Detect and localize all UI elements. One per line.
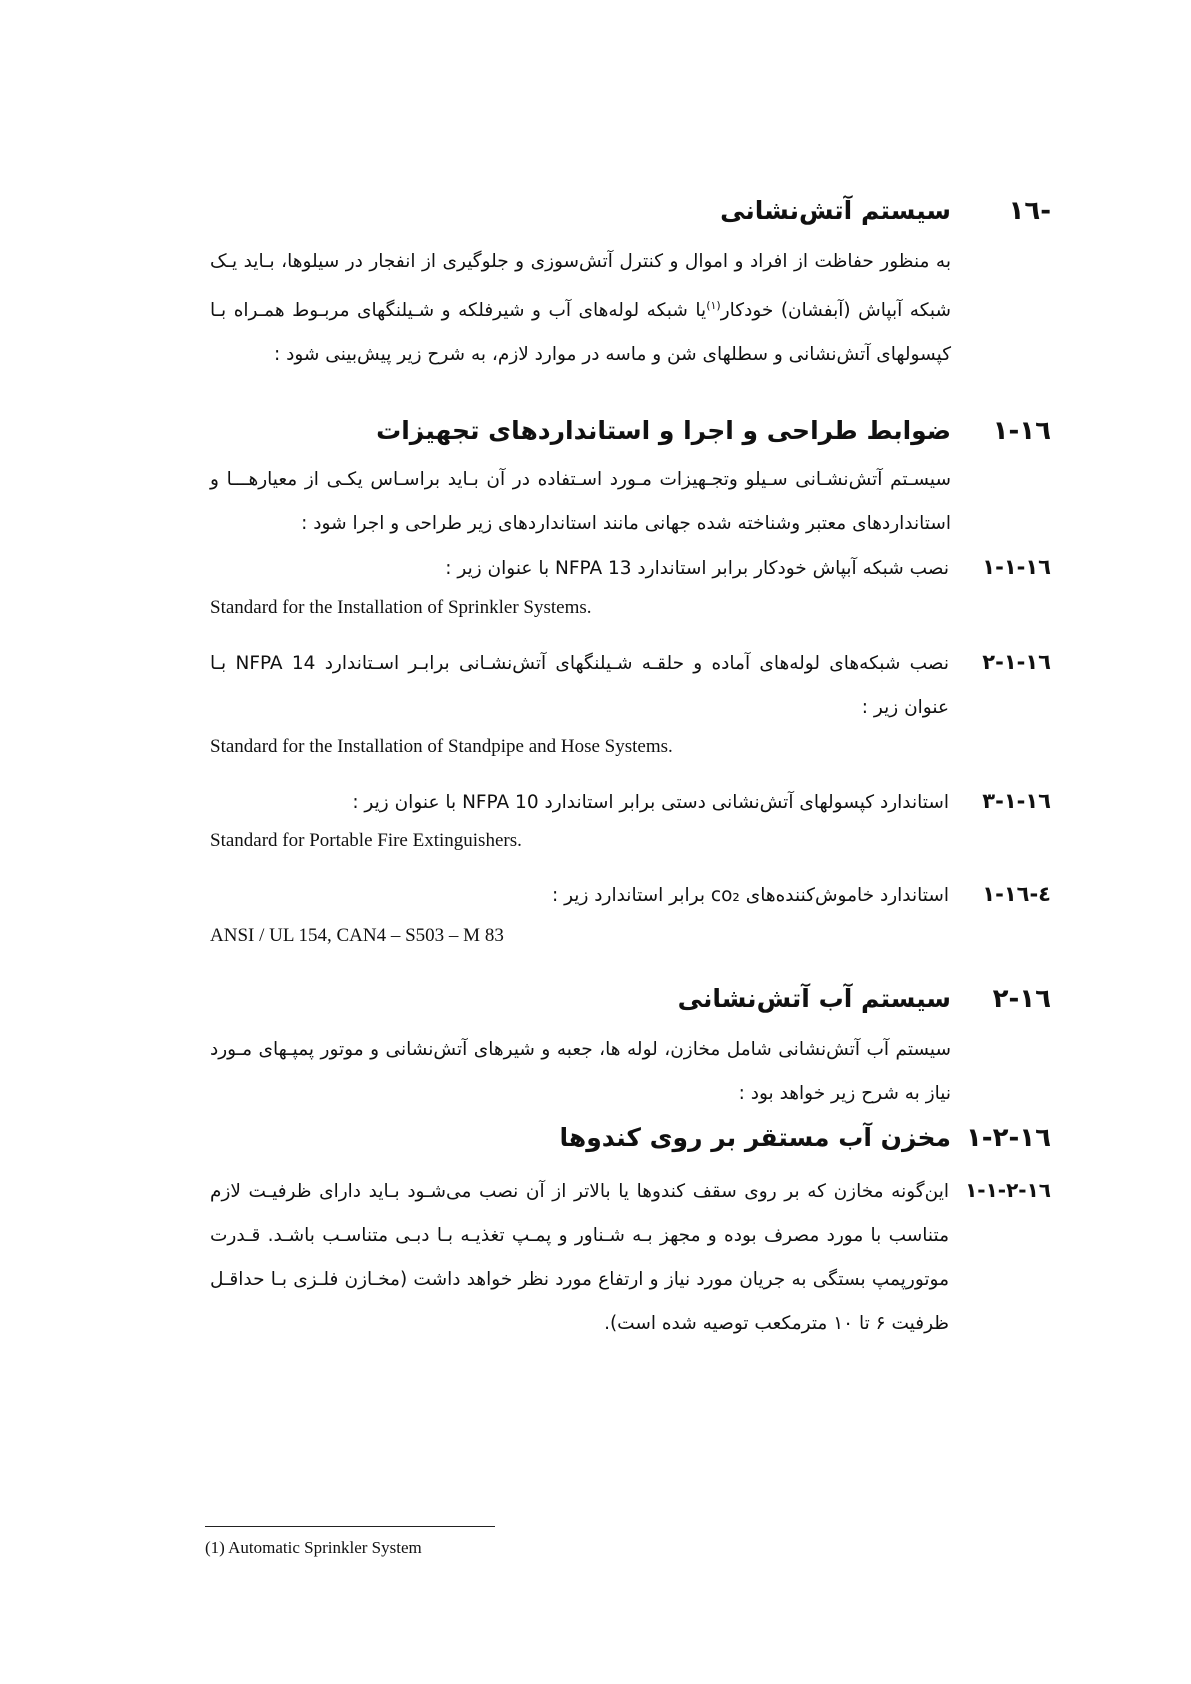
item-number: ٤-۱-۱٦ <box>982 882 1051 906</box>
item-number: ۱-۱-۲-۱٦ <box>965 1178 1051 1202</box>
section-number: ۱-۲-۱٦ <box>965 1123 1051 1153</box>
section-16-1-heading <box>200 416 1051 446</box>
section-16-2-heading <box>200 984 1051 1014</box>
section-title: مخزن آب مستقر بر روی کندوها <box>559 1123 951 1152</box>
item-text: این‌گونه مخازن که بر روی سقف کندوها یا بالاتر از آن نصب می‌شـود بـاید دارای ظرفیـت لازم متناسب با مورد مصرف بوده و مجهز بـه شـناور و پمـپ تغذیـه بـا دبـی متناسـب باشـد. قـدرت موتورپمپ بستگی به جریان مورد نیاز و ارتفاع مورد نظر خواهد داشت (مخـازن فلـزی بـا حداقـل ظرفیت ۶ تا ۱۰ مترمکعب توصیه شده است). <box>210 1181 949 1334</box>
item-text: نصب شبکه آبپاش خودکار برابر استاندارد NFPA 13 با عنوان زیر : <box>445 558 949 579</box>
section-number: ۲-۱٦ <box>992 984 1051 1014</box>
section-title: سیستم آب آتش‌نشانی <box>677 984 951 1013</box>
item-number: ۱-۱-۱٦ <box>982 555 1051 579</box>
footnote: (1) Automatic Sprinkler System <box>205 1538 422 1557</box>
item-number: ۳-۱-۱٦ <box>982 789 1051 813</box>
section-16-1-paragraph: سیسـتم آتش‌نشـانی سـیلو وتجـهیزات مـورد اسـتفاده در آن بـاید براسـاس یکـی از معیارهـــا و استانداردهای معتبر وشناخته شده جهانی مانند استانداردهای زیر طراحی و اجرا شود : <box>210 469 951 534</box>
item-text: استاندارد خاموش‌کننده‌های co₂ برابر استاندارد زیر : <box>551 885 949 906</box>
item-16-1-3 <box>210 781 1051 825</box>
footnote-ref: (۱) <box>706 299 721 312</box>
section-16-heading <box>200 196 1051 226</box>
standard-title-en: ANSI / UL 154, CAN4 – S503 – M 83 <box>210 925 504 946</box>
item-16-1-1 <box>210 547 1051 591</box>
item-text: استاندارد کپسولهای آتش‌نشانی دستی برابر استاندارد NFPA 10 با عنوان زیر : <box>352 792 949 813</box>
section-16-intro: به منظور حفاظت از افراد و اموال و کنترل آتش‌سوزی و جلوگیری از انفجار در سیلوها، بـاید یـک شبکه آبپاش (آبفشان) خودکار$^{(۱)}$یا شبکه لوله‌های آب و شیرفلکه و شـیلنگهای مربـوط همـراه بـا کپسولهای آتش‌نشانی و سطلهای شن و ماسه در موارد لازم، به شرح زیر پیش‌بینی شود : <box>210 251 951 366</box>
item-16-1-2 <box>210 642 1051 730</box>
item-text: نصب شبکه‌های لوله‌های آماده و حلقـه شـیلنگهای آتش‌نشـانی برابـر اسـتاندارد NFPA 14 بـا عنوان زیر : <box>210 653 950 718</box>
item-16-1-4 <box>210 874 1051 918</box>
item-number: ۲-۱-۱٦ <box>982 650 1051 674</box>
standard-title-en: Standard for Portable Fire Extinguishers. <box>210 830 522 851</box>
standard-title-en: Standard for the Installation of Standpipe and Hose Systems. <box>210 736 673 757</box>
footnote-divider <box>205 1526 495 1527</box>
item-16-2-1-1 <box>210 1170 1051 1346</box>
section-number: ۱-۱٦ <box>992 416 1051 446</box>
standard-title-en: Standard for the Installation of Sprinkler Systems. <box>210 597 592 618</box>
section-number: -۱٦ <box>1008 196 1051 226</box>
section-16-2-1-heading <box>200 1123 1051 1153</box>
section-title: سیستم آتش‌نشانی <box>720 196 951 225</box>
section-title: ضوابط طراحی و اجرا و استانداردهای تجهیزات <box>376 416 951 445</box>
section-16-2-paragraph: سیستم آب آتش‌نشانی شامل مخازن، لوله ها، جعبه و شیرهای آتش‌نشانی و موتور پمپـهای مـورد نیاز به شرح زیر خواهد بود : <box>210 1039 951 1104</box>
